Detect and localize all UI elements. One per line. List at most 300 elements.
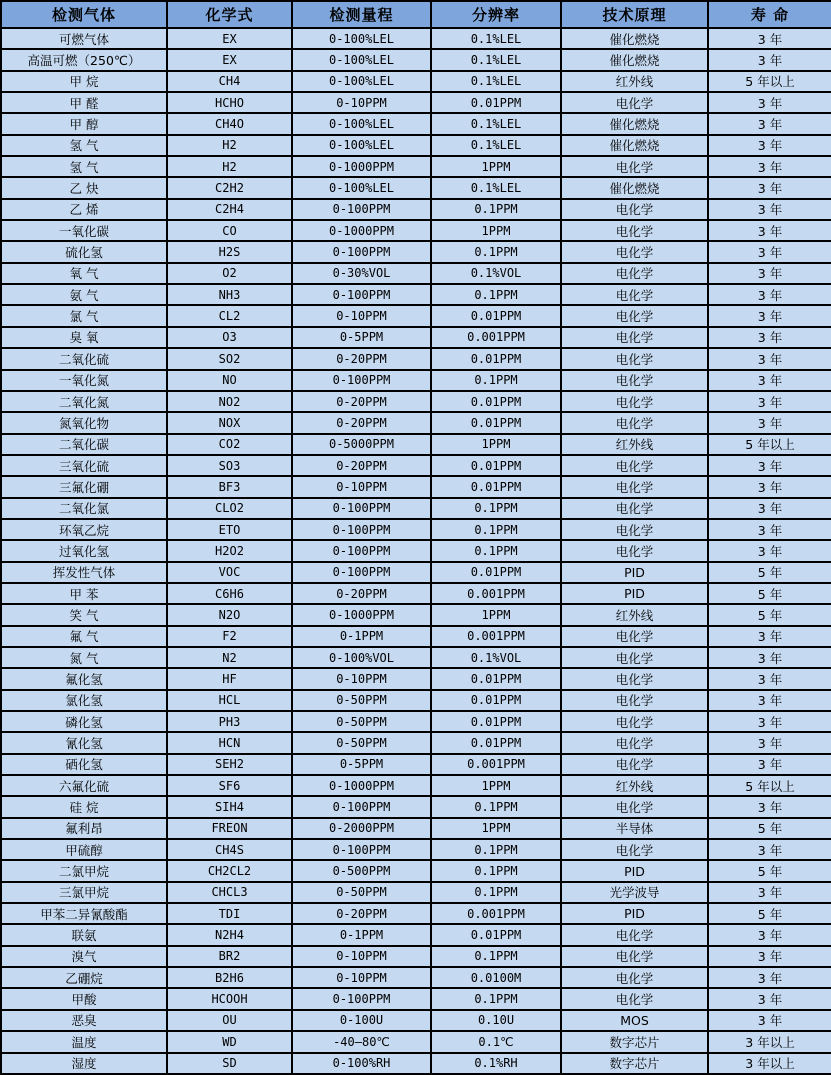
- cell-resolution: 0.01PPM: [431, 711, 561, 732]
- cell-gas-name: 二氧化硫: [1, 348, 167, 369]
- cell-chemical-formula: CL2: [167, 305, 292, 326]
- cell-technology: 电化学: [561, 412, 708, 433]
- cell-detection-range: 0-100PPM: [292, 562, 431, 583]
- cell-technology: 电化学: [561, 732, 708, 753]
- cell-gas-name: 可燃气体: [1, 28, 167, 49]
- cell-chemical-formula: NOX: [167, 412, 292, 433]
- cell-chemical-formula: CH4S: [167, 839, 292, 860]
- cell-resolution: 0.1PPM: [431, 946, 561, 967]
- cell-technology: 电化学: [561, 156, 708, 177]
- column-header-chemical-formula: 化学式: [167, 1, 292, 28]
- table-row: [1, 668, 831, 689]
- cell-gas-name: 联氨: [1, 924, 167, 945]
- cell-resolution: 0.1PPM: [431, 882, 561, 903]
- table-row: [1, 882, 831, 903]
- column-header-detection-range: 检测量程: [292, 1, 431, 28]
- cell-lifespan: 3 年以上: [708, 1031, 831, 1052]
- cell-resolution: 0.1%VOL: [431, 263, 561, 284]
- cell-gas-name: 氢 气: [1, 135, 167, 156]
- cell-gas-name: 氢 气: [1, 156, 167, 177]
- cell-gas-name: 臭 氧: [1, 327, 167, 348]
- cell-chemical-formula: EX: [167, 28, 292, 49]
- cell-lifespan: 3 年: [708, 796, 831, 817]
- cell-gas-name: 笑 气: [1, 604, 167, 625]
- cell-detection-range: 0-50PPM: [292, 882, 431, 903]
- cell-technology: 电化学: [561, 199, 708, 220]
- header-row: [1, 1, 831, 28]
- cell-technology: 电化学: [561, 540, 708, 561]
- cell-technology: 电化学: [561, 668, 708, 689]
- cell-chemical-formula: WD: [167, 1031, 292, 1052]
- table-row: [1, 391, 831, 412]
- cell-lifespan: 3 年: [708, 284, 831, 305]
- table-row: [1, 519, 831, 540]
- cell-chemical-formula: CO2: [167, 434, 292, 455]
- cell-resolution: 0.1%LEL: [431, 113, 561, 134]
- table-row: [1, 156, 831, 177]
- cell-resolution: 0.01PPM: [431, 391, 561, 412]
- cell-resolution: 0.1PPM: [431, 370, 561, 391]
- table-row: [1, 711, 831, 732]
- cell-lifespan: 3 年: [708, 305, 831, 326]
- cell-technology: 催化燃烧: [561, 177, 708, 198]
- cell-chemical-formula: CH4O: [167, 113, 292, 134]
- cell-lifespan: 3 年: [708, 540, 831, 561]
- cell-technology: PID: [561, 583, 708, 604]
- cell-detection-range: 0-100%LEL: [292, 177, 431, 198]
- cell-lifespan: 3 年: [708, 135, 831, 156]
- cell-technology: PID: [561, 860, 708, 881]
- cell-technology: 电化学: [561, 284, 708, 305]
- cell-lifespan: 3 年: [708, 455, 831, 476]
- cell-gas-name: 硫化氢: [1, 241, 167, 262]
- cell-lifespan: 3 年: [708, 946, 831, 967]
- table-row: [1, 284, 831, 305]
- cell-resolution: 0.001PPM: [431, 754, 561, 775]
- table-row: [1, 455, 831, 476]
- cell-chemical-formula: CH4: [167, 71, 292, 92]
- table-row: [1, 946, 831, 967]
- cell-chemical-formula: EX: [167, 49, 292, 70]
- cell-technology: 电化学: [561, 391, 708, 412]
- cell-technology: 电化学: [561, 754, 708, 775]
- cell-resolution: 1PPM: [431, 818, 561, 839]
- cell-chemical-formula: SO3: [167, 455, 292, 476]
- cell-lifespan: 3 年: [708, 370, 831, 391]
- table-row: [1, 775, 831, 796]
- cell-detection-range: 0-5000PPM: [292, 434, 431, 455]
- cell-chemical-formula: B2H6: [167, 967, 292, 988]
- cell-lifespan: 3 年: [708, 241, 831, 262]
- cell-resolution: 1PPM: [431, 220, 561, 241]
- cell-lifespan: 3 年: [708, 498, 831, 519]
- cell-gas-name: 恶臭: [1, 1010, 167, 1031]
- cell-technology: 电化学: [561, 263, 708, 284]
- table-row: [1, 647, 831, 668]
- cell-resolution: 0.1%LEL: [431, 135, 561, 156]
- cell-chemical-formula: HCHO: [167, 92, 292, 113]
- cell-chemical-formula: HF: [167, 668, 292, 689]
- cell-chemical-formula: H2: [167, 135, 292, 156]
- column-header-technology: 技术原理: [561, 1, 708, 28]
- cell-detection-range: 0-10PPM: [292, 476, 431, 497]
- cell-lifespan: 3 年: [708, 647, 831, 668]
- table-row: [1, 263, 831, 284]
- table-row: [1, 839, 831, 860]
- cell-chemical-formula: OU: [167, 1010, 292, 1031]
- cell-lifespan: 3 年: [708, 967, 831, 988]
- cell-gas-name: 温度: [1, 1031, 167, 1052]
- cell-detection-range: 0-100PPM: [292, 498, 431, 519]
- cell-chemical-formula: CH2CL2: [167, 860, 292, 881]
- table-body: [1, 28, 831, 1074]
- cell-gas-name: 磷化氢: [1, 711, 167, 732]
- cell-lifespan: 5 年: [708, 903, 831, 924]
- cell-resolution: 0.1%RH: [431, 1053, 561, 1075]
- table-row: [1, 540, 831, 561]
- cell-resolution: 0.01PPM: [431, 348, 561, 369]
- cell-gas-name: 高温可燃（250℃）: [1, 49, 167, 70]
- cell-chemical-formula: BR2: [167, 946, 292, 967]
- cell-technology: 催化燃烧: [561, 135, 708, 156]
- cell-gas-name: 三氧化硫: [1, 455, 167, 476]
- cell-gas-name: 氯化氢: [1, 690, 167, 711]
- cell-resolution: 0.10U: [431, 1010, 561, 1031]
- cell-detection-range: 0-100%RH: [292, 1053, 431, 1075]
- cell-detection-range: 0-100%LEL: [292, 135, 431, 156]
- cell-technology: 电化学: [561, 519, 708, 540]
- cell-gas-name: 氮 气: [1, 647, 167, 668]
- cell-technology: 电化学: [561, 967, 708, 988]
- cell-technology: 红外线: [561, 604, 708, 625]
- cell-technology: 电化学: [561, 924, 708, 945]
- cell-gas-name: 甲 苯: [1, 583, 167, 604]
- cell-detection-range: 0-10PPM: [292, 946, 431, 967]
- column-header-resolution: 分辨率: [431, 1, 561, 28]
- cell-resolution: 0.1PPM: [431, 796, 561, 817]
- cell-resolution: 0.1%LEL: [431, 28, 561, 49]
- cell-chemical-formula: SD: [167, 1053, 292, 1075]
- cell-lifespan: 3 年: [708, 690, 831, 711]
- cell-lifespan: 3 年以上: [708, 1053, 831, 1075]
- cell-gas-name: 氟利昂: [1, 818, 167, 839]
- cell-chemical-formula: N2H4: [167, 924, 292, 945]
- cell-lifespan: 5 年以上: [708, 775, 831, 796]
- cell-detection-range: 0-100PPM: [292, 519, 431, 540]
- cell-detection-range: 0-20PPM: [292, 412, 431, 433]
- table-row: [1, 476, 831, 497]
- table-header: [1, 1, 831, 28]
- table-row: [1, 370, 831, 391]
- cell-lifespan: 3 年: [708, 1010, 831, 1031]
- cell-lifespan: 3 年: [708, 839, 831, 860]
- table-row: [1, 903, 831, 924]
- cell-gas-name: 甲酸: [1, 988, 167, 1009]
- cell-gas-name: 甲硫醇: [1, 839, 167, 860]
- cell-chemical-formula: H2S: [167, 241, 292, 262]
- table-row: [1, 754, 831, 775]
- cell-technology: 电化学: [561, 498, 708, 519]
- cell-technology: 电化学: [561, 690, 708, 711]
- cell-resolution: 0.1PPM: [431, 199, 561, 220]
- cell-technology: 电化学: [561, 626, 708, 647]
- table-row: [1, 135, 831, 156]
- cell-chemical-formula: FREON: [167, 818, 292, 839]
- cell-gas-name: 二氧化碳: [1, 434, 167, 455]
- cell-detection-range: 0-30%VOL: [292, 263, 431, 284]
- cell-detection-range: 0-1PPM: [292, 626, 431, 647]
- cell-lifespan: 3 年: [708, 412, 831, 433]
- cell-lifespan: 3 年: [708, 28, 831, 49]
- cell-lifespan: 3 年: [708, 924, 831, 945]
- cell-chemical-formula: SIH4: [167, 796, 292, 817]
- cell-technology: 电化学: [561, 476, 708, 497]
- cell-resolution: 0.01PPM: [431, 92, 561, 113]
- cell-technology: 电化学: [561, 92, 708, 113]
- cell-lifespan: 3 年: [708, 49, 831, 70]
- cell-detection-range: 0-20PPM: [292, 455, 431, 476]
- cell-technology: PID: [561, 903, 708, 924]
- table-row: [1, 988, 831, 1009]
- cell-gas-name: 一氧化碳: [1, 220, 167, 241]
- cell-resolution: 1PPM: [431, 434, 561, 455]
- table-row: [1, 71, 831, 92]
- cell-chemical-formula: NO: [167, 370, 292, 391]
- cell-gas-name: 乙 烯: [1, 199, 167, 220]
- cell-lifespan: 3 年: [708, 626, 831, 647]
- cell-detection-range: 0-50PPM: [292, 711, 431, 732]
- cell-lifespan: 5 年: [708, 562, 831, 583]
- table-row: [1, 732, 831, 753]
- cell-detection-range: 0-100PPM: [292, 199, 431, 220]
- cell-gas-name: 二氧化氯: [1, 498, 167, 519]
- cell-lifespan: 5 年以上: [708, 71, 831, 92]
- cell-detection-range: 0-1000PPM: [292, 220, 431, 241]
- cell-gas-name: 二氯甲烷: [1, 860, 167, 881]
- cell-detection-range: 0-10PPM: [292, 305, 431, 326]
- cell-gas-name: 氧 气: [1, 263, 167, 284]
- cell-chemical-formula: SO2: [167, 348, 292, 369]
- cell-lifespan: 5 年: [708, 818, 831, 839]
- cell-detection-range: 0-100%LEL: [292, 28, 431, 49]
- table-row: [1, 348, 831, 369]
- cell-detection-range: 0-10PPM: [292, 967, 431, 988]
- cell-chemical-formula: HCOOH: [167, 988, 292, 1009]
- cell-technology: 电化学: [561, 220, 708, 241]
- cell-gas-name: 硅 烷: [1, 796, 167, 817]
- cell-lifespan: 3 年: [708, 988, 831, 1009]
- cell-gas-name: 乙硼烷: [1, 967, 167, 988]
- cell-technology: 电化学: [561, 946, 708, 967]
- cell-chemical-formula: O2: [167, 263, 292, 284]
- table-row: [1, 177, 831, 198]
- cell-detection-range: 0-100PPM: [292, 988, 431, 1009]
- cell-gas-name: 硒化氢: [1, 754, 167, 775]
- table-row: [1, 199, 831, 220]
- cell-lifespan: 3 年: [708, 754, 831, 775]
- cell-chemical-formula: CHCL3: [167, 882, 292, 903]
- cell-chemical-formula: BF3: [167, 476, 292, 497]
- cell-chemical-formula: F2: [167, 626, 292, 647]
- cell-technology: 电化学: [561, 647, 708, 668]
- cell-lifespan: 3 年: [708, 519, 831, 540]
- cell-chemical-formula: NO2: [167, 391, 292, 412]
- table-row: [1, 412, 831, 433]
- cell-technology: 电化学: [561, 455, 708, 476]
- cell-technology: 电化学: [561, 327, 708, 348]
- cell-gas-name: 甲 醛: [1, 92, 167, 113]
- cell-resolution: 0.001PPM: [431, 903, 561, 924]
- cell-resolution: 0.1%LEL: [431, 71, 561, 92]
- table-row: [1, 562, 831, 583]
- cell-detection-range: 0-100U: [292, 1010, 431, 1031]
- table-row: [1, 327, 831, 348]
- cell-chemical-formula: C2H2: [167, 177, 292, 198]
- table-row: [1, 626, 831, 647]
- cell-technology: 催化燃烧: [561, 49, 708, 70]
- cell-lifespan: 3 年: [708, 220, 831, 241]
- cell-gas-name: 环氧乙烷: [1, 519, 167, 540]
- cell-detection-range: 0-100PPM: [292, 241, 431, 262]
- cell-lifespan: 3 年: [708, 327, 831, 348]
- table-row: [1, 1010, 831, 1031]
- cell-chemical-formula: H2: [167, 156, 292, 177]
- table-row: [1, 28, 831, 49]
- cell-detection-range: 0-1000PPM: [292, 775, 431, 796]
- cell-detection-range: 0-100%LEL: [292, 49, 431, 70]
- cell-detection-range: 0-100%LEL: [292, 113, 431, 134]
- table-row: [1, 1031, 831, 1052]
- cell-gas-name: 三氯甲烷: [1, 882, 167, 903]
- cell-lifespan: 3 年: [708, 391, 831, 412]
- cell-technology: PID: [561, 562, 708, 583]
- cell-chemical-formula: C6H6: [167, 583, 292, 604]
- cell-detection-range: 0-100PPM: [292, 540, 431, 561]
- cell-lifespan: 5 年以上: [708, 434, 831, 455]
- table-row: [1, 113, 831, 134]
- cell-detection-range: 0-20PPM: [292, 583, 431, 604]
- cell-lifespan: 3 年: [708, 711, 831, 732]
- cell-detection-range: 0-1000PPM: [292, 604, 431, 625]
- table-row: [1, 241, 831, 262]
- cell-gas-name: 二氧化氮: [1, 391, 167, 412]
- cell-resolution: 0.1PPM: [431, 241, 561, 262]
- cell-resolution: 0.01PPM: [431, 668, 561, 689]
- cell-detection-range: 0-100%VOL: [292, 647, 431, 668]
- cell-lifespan: 3 年: [708, 882, 831, 903]
- cell-technology: 电化学: [561, 988, 708, 1009]
- cell-detection-range: 0-20PPM: [292, 391, 431, 412]
- cell-resolution: 0.01PPM: [431, 690, 561, 711]
- table-row: [1, 796, 831, 817]
- cell-chemical-formula: ETO: [167, 519, 292, 540]
- cell-chemical-formula: VOC: [167, 562, 292, 583]
- cell-technology: 电化学: [561, 241, 708, 262]
- cell-resolution: 0.01PPM: [431, 732, 561, 753]
- table-row: [1, 818, 831, 839]
- cell-gas-name: 六氟化硫: [1, 775, 167, 796]
- cell-chemical-formula: HCL: [167, 690, 292, 711]
- cell-resolution: 0.01PPM: [431, 924, 561, 945]
- cell-lifespan: 5 年: [708, 860, 831, 881]
- cell-resolution: 0.1%LEL: [431, 49, 561, 70]
- cell-gas-name: 一氧化氮: [1, 370, 167, 391]
- cell-resolution: 0.001PPM: [431, 327, 561, 348]
- cell-technology: 电化学: [561, 711, 708, 732]
- column-header-lifespan: 寿 命: [708, 1, 831, 28]
- cell-detection-range: 0-1PPM: [292, 924, 431, 945]
- cell-gas-name: 氰化氢: [1, 732, 167, 753]
- cell-lifespan: 3 年: [708, 668, 831, 689]
- cell-resolution: 1PPM: [431, 156, 561, 177]
- cell-detection-range: 0-100PPM: [292, 370, 431, 391]
- cell-gas-name: 挥发性气体: [1, 562, 167, 583]
- cell-resolution: 0.01PPM: [431, 455, 561, 476]
- cell-detection-range: 0-100%LEL: [292, 71, 431, 92]
- cell-chemical-formula: NH3: [167, 284, 292, 305]
- table-row: [1, 220, 831, 241]
- table-row: [1, 1053, 831, 1075]
- cell-technology: 电化学: [561, 370, 708, 391]
- cell-gas-name: 溴气: [1, 946, 167, 967]
- cell-detection-range: 0-5PPM: [292, 754, 431, 775]
- cell-gas-name: 过氧化氢: [1, 540, 167, 561]
- column-header-gas-name: 检测气体: [1, 1, 167, 28]
- cell-detection-range: 0-20PPM: [292, 903, 431, 924]
- cell-resolution: 0.01PPM: [431, 412, 561, 433]
- cell-detection-range: 0-100PPM: [292, 284, 431, 305]
- cell-lifespan: 5 年: [708, 604, 831, 625]
- cell-resolution: 0.1PPM: [431, 498, 561, 519]
- cell-detection-range: 0-50PPM: [292, 690, 431, 711]
- cell-gas-name: 氟 气: [1, 626, 167, 647]
- cell-chemical-formula: HCN: [167, 732, 292, 753]
- cell-gas-name: 三氟化硼: [1, 476, 167, 497]
- cell-lifespan: 3 年: [708, 476, 831, 497]
- cell-gas-name: 甲苯二异氰酸酯: [1, 903, 167, 924]
- cell-chemical-formula: TDI: [167, 903, 292, 924]
- cell-chemical-formula: SEH2: [167, 754, 292, 775]
- cell-chemical-formula: N2: [167, 647, 292, 668]
- cell-resolution: 0.01PPM: [431, 562, 561, 583]
- cell-gas-name: 氟化氢: [1, 668, 167, 689]
- cell-technology: 电化学: [561, 305, 708, 326]
- cell-detection-range: -40—80℃: [292, 1031, 431, 1052]
- cell-resolution: 0.1PPM: [431, 839, 561, 860]
- cell-technology: 半导体: [561, 818, 708, 839]
- table-row: [1, 924, 831, 945]
- cell-chemical-formula: N2O: [167, 604, 292, 625]
- cell-technology: 光学波导: [561, 882, 708, 903]
- cell-resolution: 0.1PPM: [431, 519, 561, 540]
- cell-lifespan: 3 年: [708, 732, 831, 753]
- table-row: [1, 305, 831, 326]
- cell-detection-range: 0-10PPM: [292, 668, 431, 689]
- cell-detection-range: 0-20PPM: [292, 348, 431, 369]
- cell-resolution: 0.1℃: [431, 1031, 561, 1052]
- table-row: [1, 498, 831, 519]
- cell-technology: 催化燃烧: [561, 28, 708, 49]
- cell-technology: 电化学: [561, 348, 708, 369]
- cell-gas-name: 甲 醇: [1, 113, 167, 134]
- cell-gas-name: 甲 烷: [1, 71, 167, 92]
- cell-technology: 红外线: [561, 434, 708, 455]
- cell-detection-range: 0-50PPM: [292, 732, 431, 753]
- cell-lifespan: 3 年: [708, 199, 831, 220]
- cell-lifespan: 3 年: [708, 348, 831, 369]
- cell-resolution: 0.1PPM: [431, 860, 561, 881]
- table-row: [1, 604, 831, 625]
